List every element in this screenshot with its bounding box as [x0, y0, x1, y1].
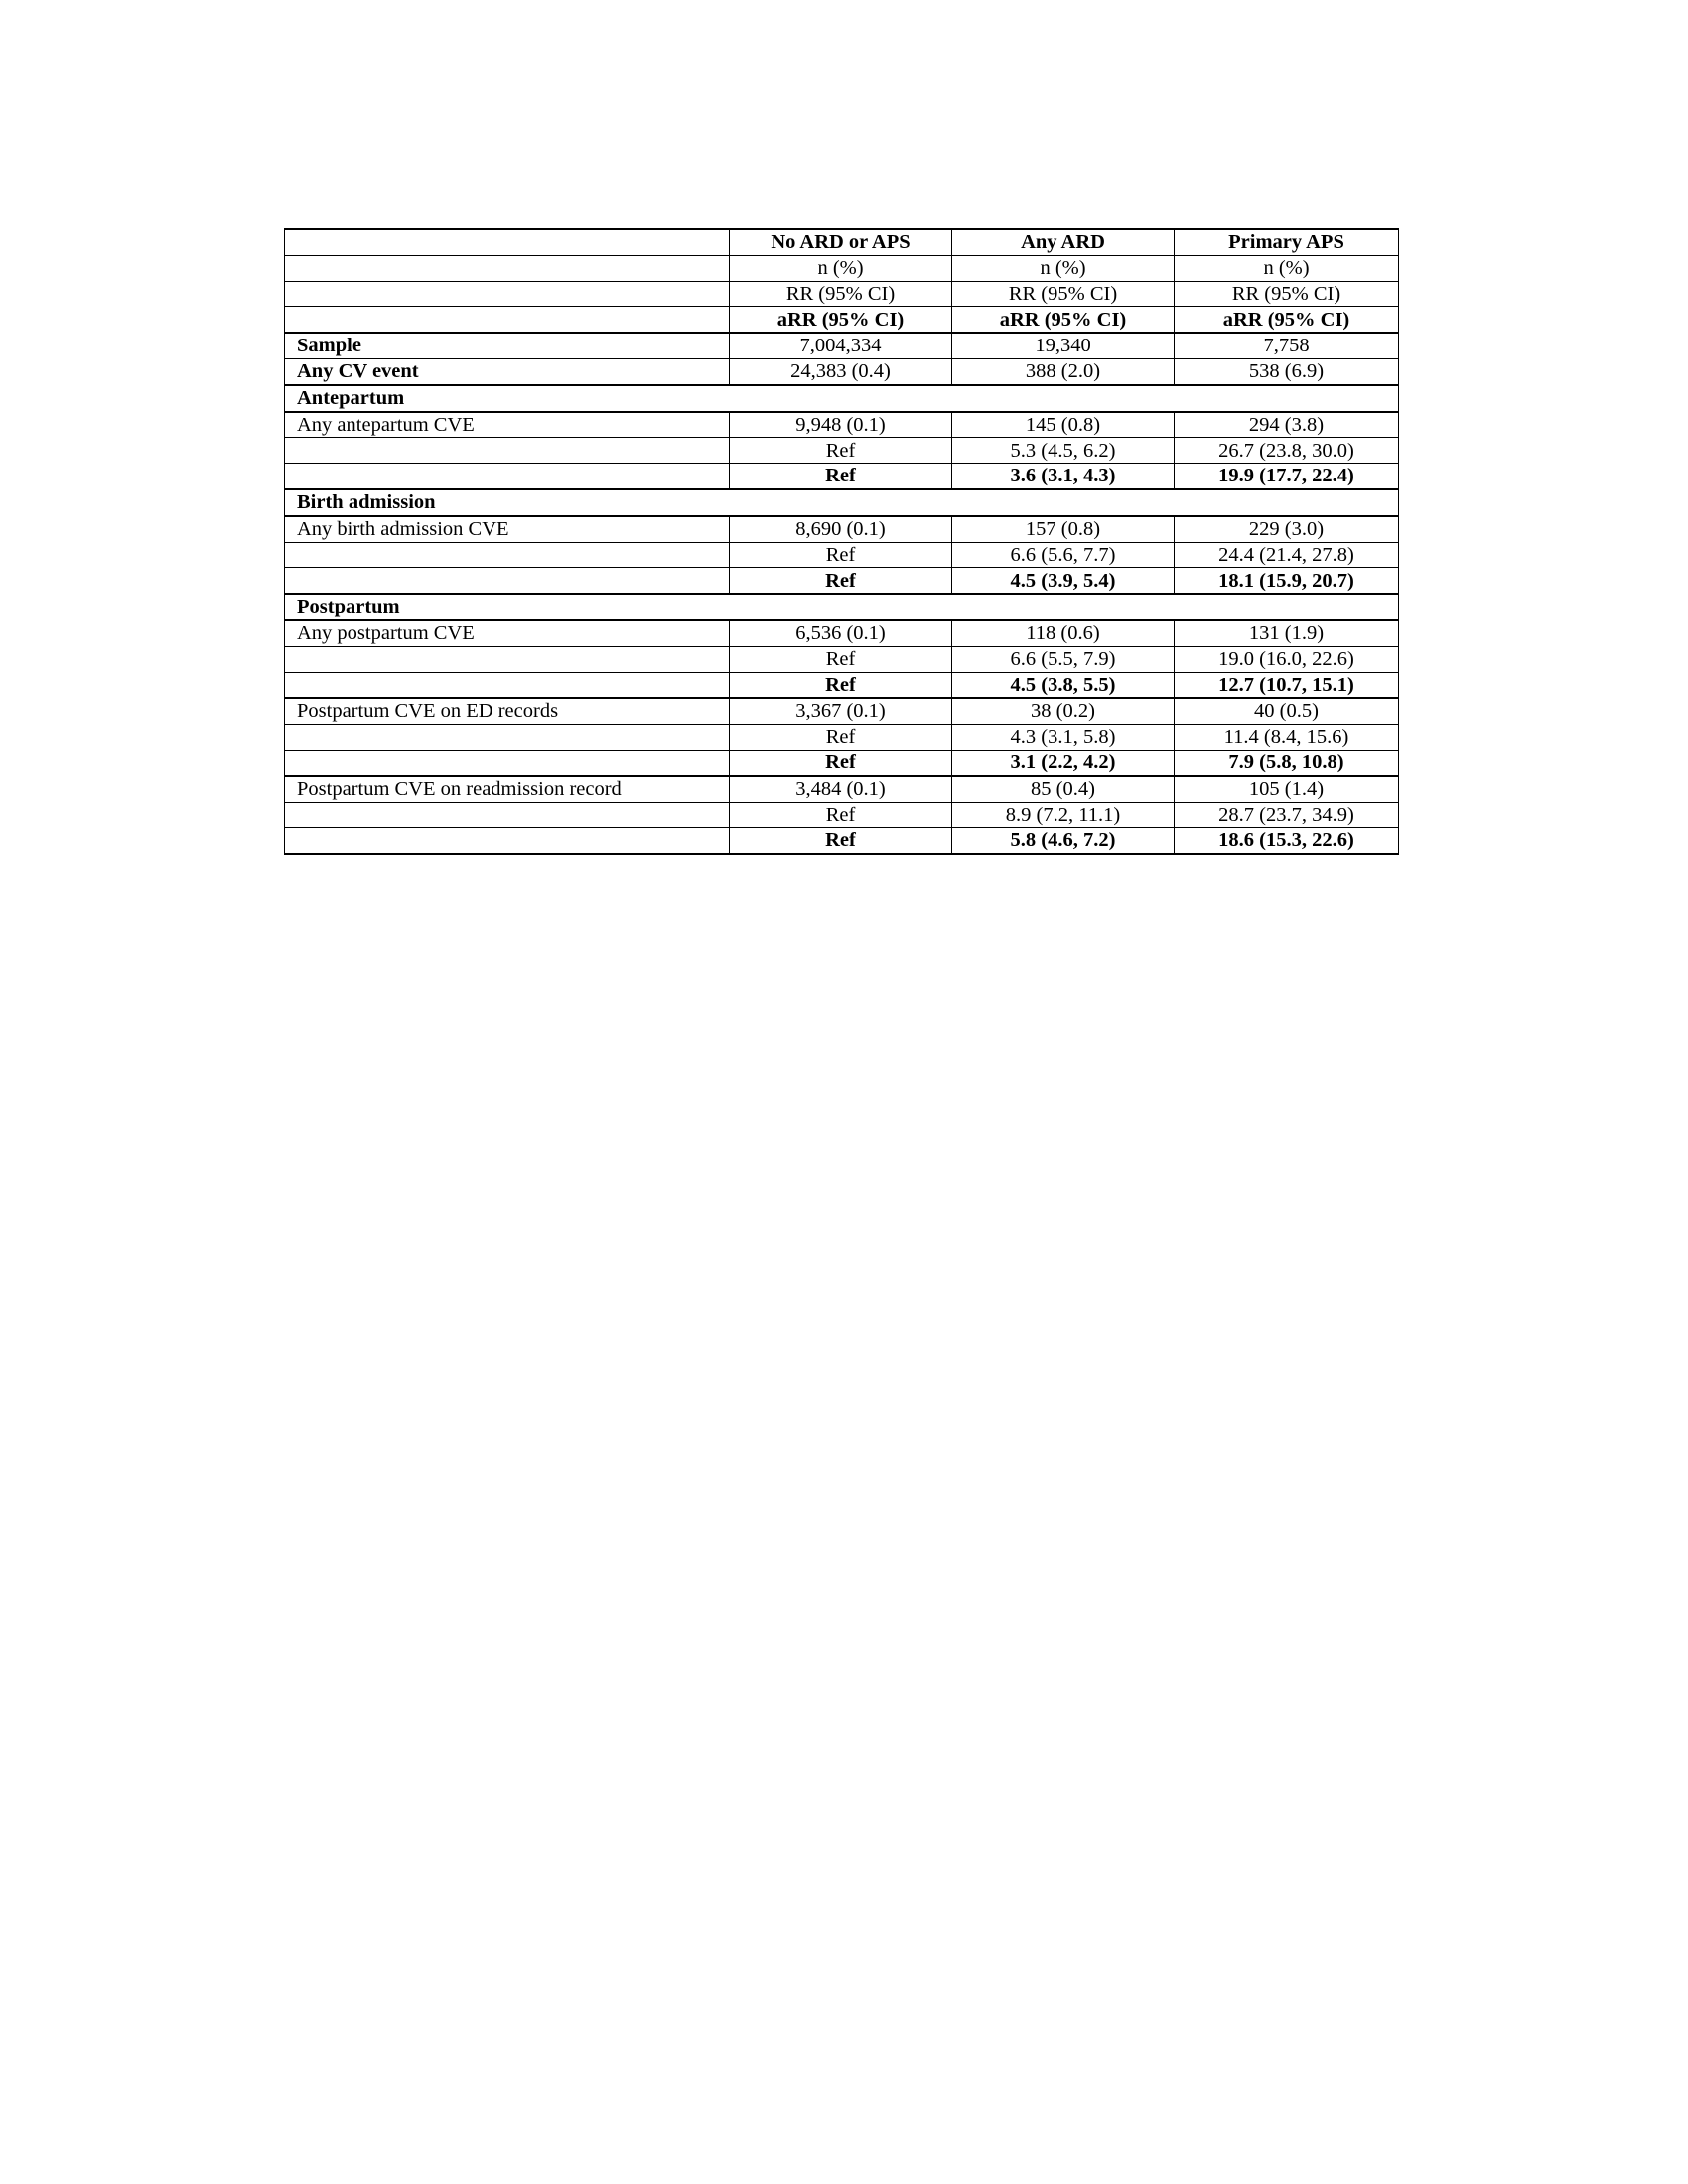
rr-cell: 6.6 (5.5, 7.9) [952, 646, 1175, 672]
antepartum-n-row [285, 412, 1399, 438]
blank-cell [285, 464, 730, 489]
antepartum-arr-row [285, 464, 1399, 489]
postpartum-any-n-row [285, 620, 1399, 646]
blank-cell [285, 646, 730, 672]
ref-cell: Ref [730, 646, 952, 672]
section-heading: Birth admission [285, 489, 1399, 516]
rr-cell: 19.0 (16.0, 22.6) [1175, 646, 1399, 672]
n-cell: 9,948 (0.1) [730, 412, 952, 438]
section-heading: Postpartum [285, 594, 1399, 620]
birth-n-row [285, 516, 1399, 542]
any-cv-event-value: 538 (6.9) [1175, 358, 1399, 384]
header-row-groups [285, 229, 1399, 255]
section-row-birth-admission [285, 489, 1399, 516]
blank-cell [285, 802, 730, 828]
arr-cell: 12.7 (10.7, 15.1) [1175, 672, 1399, 698]
header-n-label: n (%) [730, 255, 952, 281]
row-label: Postpartum CVE on ED records [285, 698, 730, 724]
rr-cell: 6.6 (5.6, 7.7) [952, 542, 1175, 568]
header-primary-aps: Primary APS [1175, 229, 1399, 255]
n-cell: 8,690 (0.1) [730, 516, 952, 542]
rr-cell: 4.3 (3.1, 5.8) [952, 725, 1175, 751]
any-cv-event-label: Any CV event [285, 358, 730, 384]
n-cell: 6,536 (0.1) [730, 620, 952, 646]
n-cell: 3,367 (0.1) [730, 698, 952, 724]
arr-cell: 7.9 (5.8, 10.8) [1175, 750, 1399, 775]
header-arr-label: aRR (95% CI) [1175, 307, 1399, 333]
n-cell: 3,484 (0.1) [730, 776, 952, 802]
blank-cell [285, 438, 730, 464]
rr-cell: 11.4 (8.4, 15.6) [1175, 725, 1399, 751]
sample-value: 19,340 [952, 333, 1175, 358]
sample-row [285, 333, 1399, 358]
results-table [284, 228, 1399, 855]
rr-cell: 26.7 (23.8, 30.0) [1175, 438, 1399, 464]
n-cell: 40 (0.5) [1175, 698, 1399, 724]
arr-cell: 18.1 (15.9, 20.7) [1175, 568, 1399, 594]
n-cell: 229 (3.0) [1175, 516, 1399, 542]
postpartum-readmission-rr-row [285, 802, 1399, 828]
header-any-ard: Any ARD [952, 229, 1175, 255]
ref-cell: Ref [730, 438, 952, 464]
birth-arr-row [285, 568, 1399, 594]
n-cell: 105 (1.4) [1175, 776, 1399, 802]
postpartum-any-rr-row [285, 646, 1399, 672]
rr-cell: 28.7 (23.7, 34.9) [1175, 802, 1399, 828]
any-cv-event-value: 388 (2.0) [952, 358, 1175, 384]
sample-value: 7,004,334 [730, 333, 952, 358]
blank-cell [285, 725, 730, 751]
arr-cell: 5.8 (4.6, 7.2) [952, 828, 1175, 854]
ref-cell: Ref [730, 802, 952, 828]
row-label: Postpartum CVE on readmission record [285, 776, 730, 802]
header-blank-cell [285, 229, 730, 255]
any-cv-event-row [285, 358, 1399, 384]
n-cell: 85 (0.4) [952, 776, 1175, 802]
section-heading: Antepartum [285, 385, 1399, 412]
header-blank-cell [285, 255, 730, 281]
ref-cell: Ref [730, 568, 952, 594]
n-cell: 145 (0.8) [952, 412, 1175, 438]
section-row-postpartum [285, 594, 1399, 620]
header-arr-label: aRR (95% CI) [952, 307, 1175, 333]
antepartum-rr-row [285, 438, 1399, 464]
header-rr-label: RR (95% CI) [952, 281, 1175, 307]
rr-cell: 5.3 (4.5, 6.2) [952, 438, 1175, 464]
postpartum-ed-rr-row [285, 725, 1399, 751]
n-cell: 157 (0.8) [952, 516, 1175, 542]
header-blank-cell [285, 281, 730, 307]
blank-cell [285, 542, 730, 568]
ref-cell: Ref [730, 464, 952, 489]
row-label: Any antepartum CVE [285, 412, 730, 438]
birth-rr-row [285, 542, 1399, 568]
n-cell: 118 (0.6) [952, 620, 1175, 646]
header-row-n [285, 255, 1399, 281]
ref-cell: Ref [730, 725, 952, 751]
row-label: Any postpartum CVE [285, 620, 730, 646]
blank-cell [285, 568, 730, 594]
arr-cell: 4.5 (3.8, 5.5) [952, 672, 1175, 698]
header-row-arr [285, 307, 1399, 333]
rr-cell: 8.9 (7.2, 11.1) [952, 802, 1175, 828]
header-n-label: n (%) [952, 255, 1175, 281]
postpartum-readmission-n-row [285, 776, 1399, 802]
arr-cell: 19.9 (17.7, 22.4) [1175, 464, 1399, 489]
rr-cell: 24.4 (21.4, 27.8) [1175, 542, 1399, 568]
header-row-rr [285, 281, 1399, 307]
header-rr-label: RR (95% CI) [1175, 281, 1399, 307]
arr-cell: 4.5 (3.9, 5.4) [952, 568, 1175, 594]
postpartum-any-arr-row [285, 672, 1399, 698]
arr-cell: 18.6 (15.3, 22.6) [1175, 828, 1399, 854]
any-cv-event-value: 24,383 (0.4) [730, 358, 952, 384]
postpartum-ed-arr-row [285, 750, 1399, 775]
header-rr-label: RR (95% CI) [730, 281, 952, 307]
ref-cell: Ref [730, 672, 952, 698]
postpartum-readmission-arr-row [285, 828, 1399, 854]
header-arr-label: aRR (95% CI) [730, 307, 952, 333]
sample-value: 7,758 [1175, 333, 1399, 358]
arr-cell: 3.1 (2.2, 4.2) [952, 750, 1175, 775]
sample-label: Sample [285, 333, 730, 358]
blank-cell [285, 750, 730, 775]
n-cell: 38 (0.2) [952, 698, 1175, 724]
row-label: Any birth admission CVE [285, 516, 730, 542]
header-no-ard-or-aps: No ARD or APS [730, 229, 952, 255]
n-cell: 131 (1.9) [1175, 620, 1399, 646]
ref-cell: Ref [730, 828, 952, 854]
header-n-label: n (%) [1175, 255, 1399, 281]
arr-cell: 3.6 (3.1, 4.3) [952, 464, 1175, 489]
blank-cell [285, 828, 730, 854]
ref-cell: Ref [730, 542, 952, 568]
ref-cell: Ref [730, 750, 952, 775]
blank-cell [285, 672, 730, 698]
postpartum-ed-n-row [285, 698, 1399, 724]
n-cell: 294 (3.8) [1175, 412, 1399, 438]
section-row-antepartum [285, 385, 1399, 412]
header-blank-cell [285, 307, 730, 333]
